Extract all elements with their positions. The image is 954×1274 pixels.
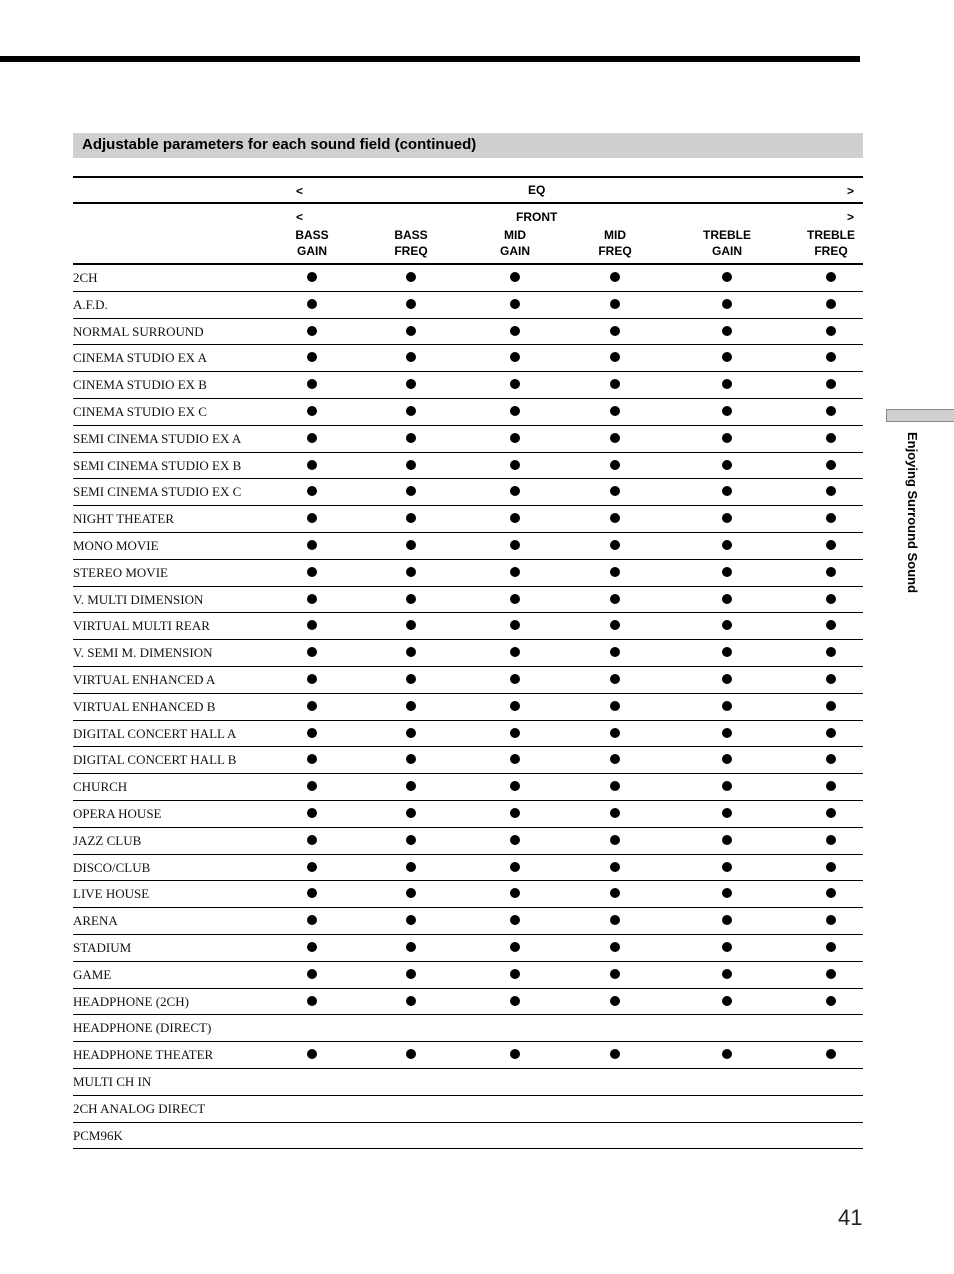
adjustable-dot-icon <box>510 272 520 282</box>
sound-field-name: 2CH ANALOG DIRECT <box>73 1100 206 1116</box>
adjustable-dot-icon <box>826 460 836 470</box>
adjustable-dot-icon <box>510 326 520 336</box>
adjustable-dot-icon <box>826 862 836 872</box>
adjustable-dot-icon <box>722 647 732 657</box>
adjustable-dot-icon <box>510 433 520 443</box>
sound-field-name: SEMI CINEMA STUDIO EX C <box>73 484 242 500</box>
sound-field-name: ARENA <box>73 913 118 929</box>
sound-field-name: A.F.D. <box>73 296 108 312</box>
table-row <box>73 694 863 721</box>
adjustable-dot-icon <box>610 460 620 470</box>
adjustable-dot-icon <box>307 808 317 818</box>
adjustable-dot-icon <box>307 862 317 872</box>
adjustable-dot-icon <box>510 406 520 416</box>
sound-field-name: CINEMA STUDIO EX A <box>73 350 207 366</box>
eq-left-bracket: < <box>296 184 304 198</box>
adjustable-dot-icon <box>826 1049 836 1059</box>
adjustable-dot-icon <box>406 647 416 657</box>
adjustable-dot-icon <box>406 701 416 711</box>
sound-field-name: SEMI CINEMA STUDIO EX B <box>73 457 242 473</box>
adjustable-dot-icon <box>610 406 620 416</box>
adjustable-dot-icon <box>610 433 620 443</box>
adjustable-dot-icon <box>610 567 620 577</box>
table-row <box>73 774 863 801</box>
adjustable-dot-icon <box>826 486 836 496</box>
adjustable-dot-icon <box>610 379 620 389</box>
adjustable-dot-icon <box>510 969 520 979</box>
sound-field-name: DISCO/CLUB <box>73 859 151 875</box>
adjustable-dot-icon <box>307 272 317 282</box>
column-header-line1: MID <box>604 228 626 242</box>
adjustable-dot-icon <box>722 888 732 898</box>
adjustable-dot-icon <box>610 674 620 684</box>
adjustable-dot-icon <box>610 835 620 845</box>
sound-field-name: CINEMA STUDIO EX B <box>73 377 207 393</box>
adjustable-dot-icon <box>826 969 836 979</box>
sound-field-name: GAME <box>73 966 112 982</box>
adjustable-dot-icon <box>826 540 836 550</box>
adjustable-dot-icon <box>406 915 416 925</box>
adjustable-dot-icon <box>610 781 620 791</box>
sound-field-name: MULTI CH IN <box>73 1073 152 1089</box>
adjustable-dot-icon <box>406 888 416 898</box>
adjustable-dot-icon <box>722 272 732 282</box>
adjustable-dot-icon <box>307 379 317 389</box>
adjustable-dot-icon <box>510 674 520 684</box>
adjustable-dot-icon <box>406 835 416 845</box>
sound-field-name: 2CH <box>73 270 98 285</box>
adjustable-dot-icon <box>826 326 836 336</box>
column-header-5 <box>796 227 866 259</box>
table-row <box>73 747 863 774</box>
table-row <box>73 721 863 748</box>
adjustable-dot-icon <box>610 486 620 496</box>
sound-field-name: V. MULTI DIMENSION <box>73 591 204 607</box>
adjustable-dot-icon <box>722 620 732 630</box>
adjustable-dot-icon <box>406 862 416 872</box>
adjustable-dot-icon <box>307 1049 317 1059</box>
adjustable-dot-icon <box>510 754 520 764</box>
adjustable-dot-icon <box>406 326 416 336</box>
sound-field-name: HEADPHONE THEATER <box>73 1047 214 1063</box>
adjustable-dot-icon <box>510 808 520 818</box>
adjustable-dot-icon <box>406 433 416 443</box>
adjustable-dot-icon <box>307 433 317 443</box>
table-row <box>73 265 863 292</box>
table-row <box>73 1042 863 1069</box>
table-row <box>73 881 863 908</box>
adjustable-dot-icon <box>722 674 732 684</box>
column-header-line2: GAIN <box>500 244 530 258</box>
adjustable-dot-icon <box>610 620 620 630</box>
table-row <box>73 801 863 828</box>
adjustable-dot-icon <box>610 969 620 979</box>
adjustable-dot-icon <box>826 299 836 309</box>
column-header-line1: BASS <box>394 228 428 242</box>
column-header-2 <box>480 227 550 259</box>
adjustable-dot-icon <box>406 594 416 604</box>
table-row <box>73 828 863 855</box>
adjustable-dot-icon <box>406 540 416 550</box>
adjustable-dot-icon <box>826 996 836 1006</box>
adjustable-dot-icon <box>610 996 620 1006</box>
column-header-line1: TREBLE <box>807 228 855 242</box>
adjustable-dot-icon <box>722 781 732 791</box>
adjustable-dot-icon <box>307 326 317 336</box>
adjustable-dot-icon <box>610 754 620 764</box>
adjustable-dot-icon <box>510 862 520 872</box>
sound-field-name: SEMI CINEMA STUDIO EX A <box>73 430 242 446</box>
adjustable-dot-icon <box>610 272 620 282</box>
sound-field-name: NORMAL SURROUND <box>73 323 204 339</box>
table-row <box>73 1069 863 1096</box>
column-header-4 <box>692 227 762 259</box>
adjustable-dot-icon <box>307 835 317 845</box>
adjustable-dot-icon <box>510 1049 520 1059</box>
adjustable-dot-icon <box>510 299 520 309</box>
column-header-3 <box>580 227 650 259</box>
adjustable-dot-icon <box>406 969 416 979</box>
adjustable-dot-icon <box>722 915 732 925</box>
sound-field-name: VIRTUAL MULTI REAR <box>73 618 210 634</box>
adjustable-dot-icon <box>307 942 317 952</box>
adjustable-dot-icon <box>826 915 836 925</box>
adjustable-dot-icon <box>722 969 732 979</box>
adjustable-dot-icon <box>406 620 416 630</box>
adjustable-dot-icon <box>722 460 732 470</box>
adjustable-dot-icon <box>307 888 317 898</box>
adjustable-dot-icon <box>510 540 520 550</box>
adjustable-dot-icon <box>406 1049 416 1059</box>
section-title: Adjustable parameters for each sound field (continued) <box>82 136 477 153</box>
adjustable-dot-icon <box>826 701 836 711</box>
adjustable-dot-icon <box>510 460 520 470</box>
adjustable-dot-icon <box>406 406 416 416</box>
adjustable-dot-icon <box>510 379 520 389</box>
adjustable-dot-icon <box>722 433 732 443</box>
adjustable-dot-icon <box>610 352 620 362</box>
adjustable-dot-icon <box>307 352 317 362</box>
adjustable-dot-icon <box>610 888 620 898</box>
adjustable-dot-icon <box>610 299 620 309</box>
adjustable-dot-icon <box>307 781 317 791</box>
page-number: 41 <box>838 1205 863 1230</box>
table-row <box>73 345 863 372</box>
adjustable-dot-icon <box>722 326 732 336</box>
adjustable-dot-icon <box>510 486 520 496</box>
adjustable-dot-icon <box>826 513 836 523</box>
adjustable-dot-icon <box>307 647 317 657</box>
adjustable-dot-icon <box>307 567 317 577</box>
adjustable-dot-icon <box>406 299 416 309</box>
sound-field-name: HEADPHONE (2CH) <box>73 993 189 1009</box>
adjustable-dot-icon <box>610 326 620 336</box>
adjustable-dot-icon <box>610 647 620 657</box>
side-tab-marker <box>886 409 954 422</box>
adjustable-dot-icon <box>826 433 836 443</box>
adjustable-dot-icon <box>510 942 520 952</box>
table-row <box>73 1096 863 1123</box>
adjustable-dot-icon <box>610 915 620 925</box>
adjustable-dot-icon <box>406 942 416 952</box>
table-row <box>73 935 863 962</box>
adjustable-dot-icon <box>406 728 416 738</box>
adjustable-dot-icon <box>826 808 836 818</box>
adjustable-dot-icon <box>307 540 317 550</box>
table-row <box>73 533 863 560</box>
adjustable-dot-icon <box>307 594 317 604</box>
adjustable-dot-icon <box>826 674 836 684</box>
adjustable-dot-icon <box>722 540 732 550</box>
table-row <box>73 453 863 480</box>
column-header-line2: FREQ <box>394 244 428 258</box>
sound-field-name: STADIUM <box>73 939 132 955</box>
table-row <box>73 292 863 319</box>
adjustable-dot-icon <box>722 862 732 872</box>
table-row <box>73 989 863 1016</box>
adjustable-dot-icon <box>722 299 732 309</box>
adjustable-dot-icon <box>610 594 620 604</box>
adjustable-dot-icon <box>406 352 416 362</box>
column-header-line1: MID <box>504 228 526 242</box>
table-row <box>73 560 863 587</box>
adjustable-dot-icon <box>610 701 620 711</box>
top-rule <box>0 56 860 62</box>
adjustable-dot-icon <box>510 513 520 523</box>
side-section-label: Enjoying Surround Sound <box>905 432 920 594</box>
sound-field-name: VIRTUAL ENHANCED A <box>73 671 216 687</box>
eq-label: EQ <box>528 183 546 197</box>
table-row <box>73 640 863 667</box>
adjustable-dot-icon <box>510 701 520 711</box>
adjustable-dot-icon <box>722 701 732 711</box>
adjustable-dot-icon <box>826 352 836 362</box>
adjustable-dot-icon <box>610 1049 620 1059</box>
table-row <box>73 319 863 346</box>
adjustable-dot-icon <box>826 272 836 282</box>
adjustable-dot-icon <box>510 620 520 630</box>
adjustable-dot-icon <box>826 728 836 738</box>
adjustable-dot-icon <box>406 781 416 791</box>
adjustable-dot-icon <box>826 647 836 657</box>
column-header-line2: GAIN <box>712 244 742 258</box>
column-header-line1: TREBLE <box>703 228 751 242</box>
adjustable-dot-icon <box>610 942 620 952</box>
adjustable-dot-icon <box>826 594 836 604</box>
adjustable-dot-icon <box>826 754 836 764</box>
adjustable-dot-icon <box>406 379 416 389</box>
adjustable-dot-icon <box>307 460 317 470</box>
adjustable-dot-icon <box>406 460 416 470</box>
table-row <box>73 1123 863 1150</box>
table-row <box>73 426 863 453</box>
adjustable-dot-icon <box>406 808 416 818</box>
adjustable-dot-icon <box>406 996 416 1006</box>
table-row <box>73 667 863 694</box>
table-row <box>73 1015 863 1042</box>
adjustable-dot-icon <box>722 1049 732 1059</box>
column-header-line2: GAIN <box>297 244 327 258</box>
adjustable-dot-icon <box>510 567 520 577</box>
sound-field-name: PCM96K <box>73 1127 123 1143</box>
adjustable-dot-icon <box>307 969 317 979</box>
front-label: FRONT <box>516 210 558 224</box>
adjustable-dot-icon <box>826 406 836 416</box>
table-row <box>73 855 863 882</box>
adjustable-dot-icon <box>826 567 836 577</box>
adjustable-dot-icon <box>610 728 620 738</box>
sound-field-name: OPERA HOUSE <box>73 805 162 821</box>
adjustable-dot-icon <box>406 674 416 684</box>
sound-field-name: NIGHT THEATER <box>73 511 174 527</box>
adjustable-dot-icon <box>307 513 317 523</box>
section-heading-bar <box>73 133 863 158</box>
adjustable-dot-icon <box>722 808 732 818</box>
adjustable-dot-icon <box>826 620 836 630</box>
adjustable-dot-icon <box>722 513 732 523</box>
adjustable-dot-icon <box>307 915 317 925</box>
sound-field-name: STEREO MOVIE <box>73 564 168 580</box>
adjustable-dot-icon <box>307 620 317 630</box>
adjustable-dot-icon <box>510 647 520 657</box>
adjustable-dot-icon <box>610 862 620 872</box>
table-row <box>73 479 863 506</box>
column-header-line2: FREQ <box>814 244 848 258</box>
adjustable-dot-icon <box>307 996 317 1006</box>
adjustable-dot-icon <box>722 486 732 496</box>
adjustable-dot-icon <box>826 379 836 389</box>
adjustable-dot-icon <box>307 674 317 684</box>
adjustable-dot-icon <box>610 808 620 818</box>
adjustable-dot-icon <box>722 754 732 764</box>
adjustable-dot-icon <box>722 942 732 952</box>
adjustable-dot-icon <box>307 728 317 738</box>
adjustable-dot-icon <box>406 513 416 523</box>
adjustable-dot-icon <box>510 352 520 362</box>
table-row <box>73 587 863 614</box>
adjustable-dot-icon <box>722 835 732 845</box>
sound-field-name: CINEMA STUDIO EX C <box>73 403 207 419</box>
eq-header-rule <box>73 202 863 204</box>
table-row <box>73 399 863 426</box>
adjustable-dot-icon <box>826 942 836 952</box>
column-header-0 <box>277 227 347 259</box>
eq-right-bracket: > <box>846 184 854 198</box>
adjustable-dot-icon <box>406 272 416 282</box>
adjustable-dot-icon <box>307 701 317 711</box>
adjustable-dot-icon <box>307 406 317 416</box>
table-top-rule <box>73 176 863 178</box>
adjustable-dot-icon <box>510 835 520 845</box>
adjustable-dot-icon <box>510 781 520 791</box>
sound-field-name: LIVE HOUSE <box>73 886 150 902</box>
front-left-bracket: < <box>296 210 304 224</box>
adjustable-dot-icon <box>722 996 732 1006</box>
adjustable-dot-icon <box>510 728 520 738</box>
adjustable-dot-icon <box>722 594 732 604</box>
adjustable-dot-icon <box>406 754 416 764</box>
adjustable-dot-icon <box>307 299 317 309</box>
table-row <box>73 908 863 935</box>
column-header-line2: FREQ <box>598 244 632 258</box>
table-row <box>73 372 863 399</box>
adjustable-dot-icon <box>510 594 520 604</box>
adjustable-dot-icon <box>610 513 620 523</box>
sound-field-name: HEADPHONE (DIRECT) <box>73 1020 212 1036</box>
adjustable-dot-icon <box>826 835 836 845</box>
adjustable-dot-icon <box>406 486 416 496</box>
column-header-row <box>73 208 863 263</box>
table-row <box>73 962 863 989</box>
adjustable-dot-icon <box>406 567 416 577</box>
adjustable-dot-icon <box>307 754 317 764</box>
sound-field-name: V. SEMI M. DIMENSION <box>73 645 213 661</box>
eq-header-row <box>73 179 863 202</box>
sound-field-name: DIGITAL CONCERT HALL B <box>73 752 237 768</box>
column-header-1 <box>376 227 446 259</box>
sound-field-name: MONO MOVIE <box>73 537 159 553</box>
sound-field-name: JAZZ CLUB <box>73 832 142 848</box>
table-row <box>73 506 863 533</box>
adjustable-dot-icon <box>510 915 520 925</box>
adjustable-dot-icon <box>826 888 836 898</box>
column-header-line1: BASS <box>295 228 329 242</box>
adjustable-dot-icon <box>722 352 732 362</box>
adjustable-dot-icon <box>510 996 520 1006</box>
sound-field-name: VIRTUAL ENHANCED B <box>73 698 216 714</box>
adjustable-dot-icon <box>610 540 620 550</box>
adjustable-dot-icon <box>826 781 836 791</box>
table-row <box>73 613 863 640</box>
adjustable-dot-icon <box>722 728 732 738</box>
adjustable-dot-icon <box>307 486 317 496</box>
adjustable-dot-icon <box>510 888 520 898</box>
adjustable-dot-icon <box>722 379 732 389</box>
front-right-bracket: > <box>846 210 854 224</box>
sound-field-name: CHURCH <box>73 779 128 795</box>
adjustable-dot-icon <box>722 567 732 577</box>
sound-field-name: DIGITAL CONCERT HALL A <box>73 725 237 741</box>
adjustable-dot-icon <box>722 406 732 416</box>
parameter-table-body <box>73 265 863 1149</box>
